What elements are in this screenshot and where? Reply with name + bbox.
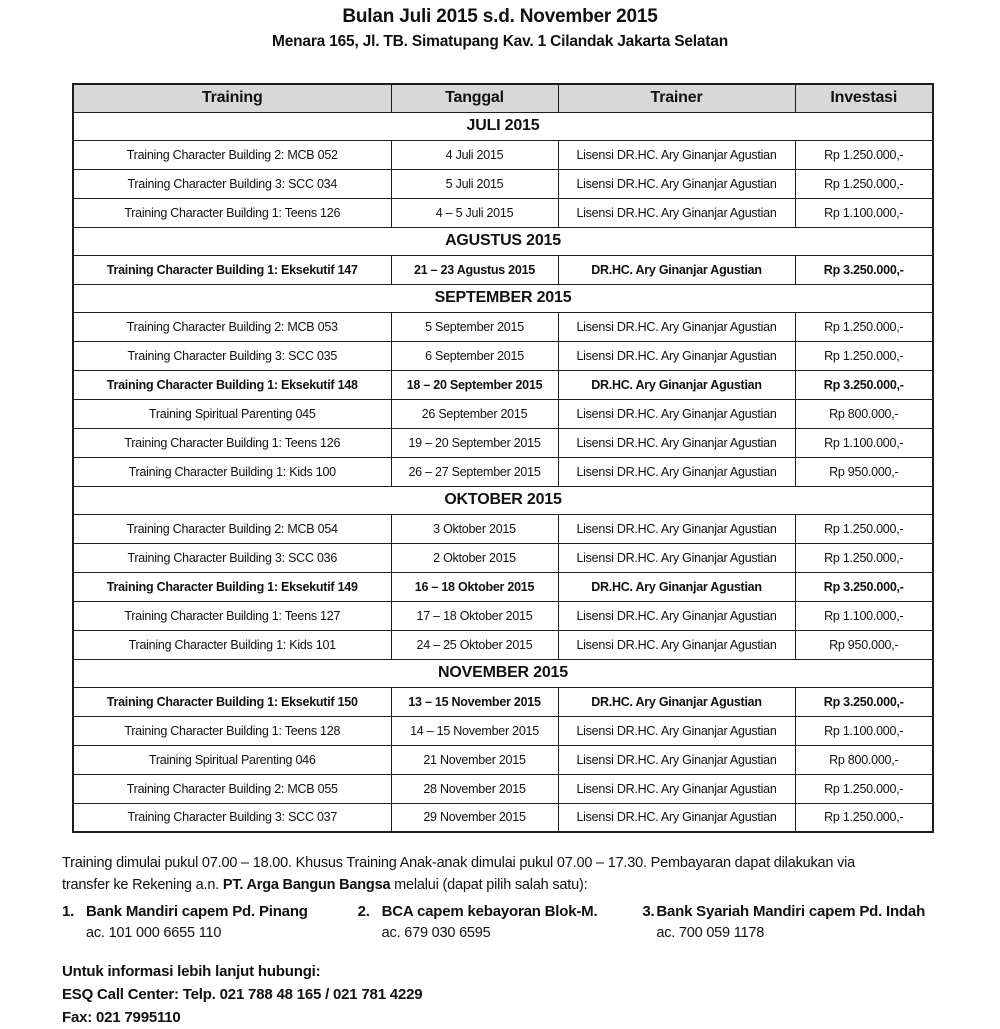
bank-name: Bank Syariah Mandiri capem Pd. Indah (656, 903, 926, 920)
trainer-cell: Lisensi DR.HC. Ary Ginanjar Agustian (558, 198, 795, 227)
investasi-cell: Rp 1.250.000,- (795, 169, 933, 198)
col-header-training: Training (73, 84, 391, 112)
training-cell: Training Character Building 1: Eksekutif 150 (73, 687, 391, 716)
training-cell: Training Character Building 1: Teens 128 (73, 716, 391, 745)
trainer-cell: Lisensi DR.HC. Ary Ginanjar Agustian (558, 514, 795, 543)
investasi-cell: Rp 3.250.000,- (795, 255, 933, 284)
tanggal-cell: 16 – 18 Oktober 2015 (391, 572, 558, 601)
tanggal-cell: 26 September 2015 (391, 399, 558, 428)
training-cell: Training Character Building 1: Teens 127 (73, 601, 391, 630)
training-row (73, 428, 933, 457)
contact-heading: Untuk informasi lebih lanjut hubungi: (62, 963, 321, 980)
tanggal-cell: 2 Oktober 2015 (391, 543, 558, 572)
month-header-row (73, 486, 933, 514)
investasi-cell: Rp 1.100.000,- (795, 716, 933, 745)
payment-note-line2-post: melalui (dapat pilih salah satu): (390, 877, 588, 893)
training-row (73, 255, 933, 284)
training-row (73, 572, 933, 601)
tanggal-cell: 19 – 20 September 2015 (391, 428, 558, 457)
tanggal-cell: 21 November 2015 (391, 745, 558, 774)
trainer-cell: Lisensi DR.HC. Ary Ginanjar Agustian (558, 312, 795, 341)
training-cell: Training Character Building 1: Kids 100 (73, 457, 391, 486)
tanggal-cell: 4 Juli 2015 (391, 140, 558, 169)
investasi-cell: Rp 1.250.000,- (795, 514, 933, 543)
trainer-cell: Lisensi DR.HC. Ary Ginanjar Agustian (558, 169, 795, 198)
tanggal-cell: 26 – 27 September 2015 (391, 457, 558, 486)
bank-number: 3. (642, 903, 655, 920)
investasi-cell: Rp 3.250.000,- (795, 687, 933, 716)
training-cell: Training Character Building 3: SCC 037 (73, 803, 391, 832)
training-row (73, 745, 933, 774)
trainer-cell: DR.HC. Ary Ginanjar Agustian (558, 255, 795, 284)
month-header-row (73, 227, 933, 255)
trainer-cell: DR.HC. Ary Ginanjar Agustian (558, 572, 795, 601)
training-row (73, 543, 933, 572)
training-row (73, 140, 933, 169)
tanggal-cell: 14 – 15 November 2015 (391, 716, 558, 745)
investasi-cell: Rp 1.250.000,- (795, 803, 933, 832)
training-cell: Training Character Building 1: Teens 126 (73, 198, 391, 227)
investasi-cell: Rp 1.100.000,- (795, 428, 933, 457)
bank-item-mandiri (62, 901, 358, 943)
training-cell: Training Character Building 2: MCB 053 (73, 312, 391, 341)
tanggal-cell: 24 – 25 Oktober 2015 (391, 630, 558, 659)
bank-name: BCA capem kebayoran Blok-M. (381, 903, 598, 920)
tanggal-cell: 6 September 2015 (391, 341, 558, 370)
col-header-tanggal: Tanggal (391, 84, 558, 112)
training-row (73, 687, 933, 716)
investasi-cell: Rp 3.250.000,- (795, 370, 933, 399)
col-header-trainer: Trainer (558, 84, 795, 112)
training-row (73, 716, 933, 745)
trainer-cell: Lisensi DR.HC. Ary Ginanjar Agustian (558, 601, 795, 630)
training-cell: Training Character Building 1: Teens 126 (73, 428, 391, 457)
training-row (73, 370, 933, 399)
page-title: Bulan Juli 2015 s.d. November 2015 (342, 6, 658, 27)
bank-account-number: ac. 101 000 6655 110 (86, 925, 222, 941)
investasi-cell: Rp 1.100.000,- (795, 198, 933, 227)
investasi-cell: Rp 1.250.000,- (795, 543, 933, 572)
training-cell: Training Character Building 2: MCB 055 (73, 774, 391, 803)
tanggal-cell: 3 Oktober 2015 (391, 514, 558, 543)
training-row (73, 341, 933, 370)
trainer-cell: Lisensi DR.HC. Ary Ginanjar Agustian (558, 716, 795, 745)
company-name: PT. Arga Bangun Bangsa (222, 877, 391, 893)
bank-item-syariah-mandiri (642, 901, 942, 943)
bank-number: 1. (62, 903, 75, 920)
month-label: JULI 2015 (73, 112, 933, 140)
tanggal-cell: 21 – 23 Agustus 2015 (391, 255, 558, 284)
trainer-cell: Lisensi DR.HC. Ary Ginanjar Agustian (558, 140, 795, 169)
trainer-cell: DR.HC. Ary Ginanjar Agustian (558, 687, 795, 716)
investasi-cell: Rp 1.250.000,- (795, 140, 933, 169)
trainer-cell: DR.HC. Ary Ginanjar Agustian (558, 370, 795, 399)
month-label: NOVEMBER 2015 (73, 659, 933, 687)
training-cell: Training Character Building 1: Eksekutif 148 (73, 370, 391, 399)
tanggal-cell: 13 – 15 November 2015 (391, 687, 558, 716)
month-header-row (73, 284, 933, 312)
training-cell: Training Spiritual Parenting 046 (73, 745, 391, 774)
contact-phone: ESQ Call Center: Telp. 021 788 48 165 / 021 781 4229 (62, 986, 423, 1003)
month-label: AGUSTUS 2015 (73, 227, 933, 255)
month-header-row (73, 112, 933, 140)
investasi-cell: Rp 1.100.000,- (795, 601, 933, 630)
training-row (73, 169, 933, 198)
payment-note-line2-pre: transfer ke Rekening a.n. (62, 877, 223, 893)
investasi-cell: Rp 950.000,- (795, 630, 933, 659)
month-header-row (73, 659, 933, 687)
training-cell: Training Character Building 1: Kids 101 (73, 630, 391, 659)
contact-fax: Fax: 021 7995110 (62, 1009, 181, 1026)
training-cell: Training Character Building 3: SCC 034 (73, 169, 391, 198)
training-row (73, 601, 933, 630)
training-cell: Training Character Building 2: MCB 052 (73, 140, 391, 169)
tanggal-cell: 29 November 2015 (391, 803, 558, 832)
page-subtitle: Menara 165, Jl. TB. Simatupang Kav. 1 Cilandak Jakarta Selatan (272, 33, 728, 50)
investasi-cell: Rp 3.250.000,- (795, 572, 933, 601)
trainer-cell: Lisensi DR.HC. Ary Ginanjar Agustian (558, 745, 795, 774)
investasi-cell: Rp 1.250.000,- (795, 312, 933, 341)
bank-account-number: ac. 700 059 1178 (656, 925, 765, 941)
training-row (73, 198, 933, 227)
investasi-cell: Rp 1.250.000,- (795, 774, 933, 803)
training-schedule-table (72, 83, 934, 833)
trainer-cell: Lisensi DR.HC. Ary Ginanjar Agustian (558, 543, 795, 572)
training-row (73, 312, 933, 341)
investasi-cell: Rp 1.250.000,- (795, 341, 933, 370)
document-header (0, 0, 1000, 53)
training-cell: Training Character Building 1: Eksekutif 149 (73, 572, 391, 601)
training-row (73, 399, 933, 428)
tanggal-cell: 28 November 2015 (391, 774, 558, 803)
trainer-cell: Lisensi DR.HC. Ary Ginanjar Agustian (558, 457, 795, 486)
trainer-cell: Lisensi DR.HC. Ary Ginanjar Agustian (558, 803, 795, 832)
tanggal-cell: 18 – 20 September 2015 (391, 370, 558, 399)
trainer-cell: Lisensi DR.HC. Ary Ginanjar Agustian (558, 399, 795, 428)
month-label: OKTOBER 2015 (73, 486, 933, 514)
training-row (73, 774, 933, 803)
table-header-row (73, 84, 933, 112)
payment-note-section (62, 852, 942, 943)
col-header-investasi: Investasi (795, 84, 933, 112)
payment-note-line1: Training dimulai pukul 07.00 – 18.00. Khusus Training Anak-anak dimulai pukul 07.00 – 17.30. Pembayaran dapat dilakukan via (62, 855, 856, 871)
bank-name: Bank Mandiri capem Pd. Pinang (86, 903, 308, 920)
month-label: SEPTEMBER 2015 (73, 284, 933, 312)
tanggal-cell: 4 – 5 Juli 2015 (391, 198, 558, 227)
training-row (73, 514, 933, 543)
training-row (73, 457, 933, 486)
bank-number: 2. (357, 903, 370, 920)
bank-list (62, 901, 942, 943)
training-row (73, 630, 933, 659)
tanggal-cell: 5 Juli 2015 (391, 169, 558, 198)
investasi-cell: Rp 950.000,- (795, 457, 933, 486)
trainer-cell: Lisensi DR.HC. Ary Ginanjar Agustian (558, 630, 795, 659)
investasi-cell: Rp 800.000,- (795, 745, 933, 774)
investasi-cell: Rp 800.000,- (795, 399, 933, 428)
training-cell: Training Character Building 1: Eksekutif 147 (73, 255, 391, 284)
payment-note (62, 852, 942, 896)
training-row (73, 803, 933, 832)
tanggal-cell: 5 September 2015 (391, 312, 558, 341)
bank-item-bca (358, 901, 643, 943)
training-cell: Training Character Building 3: SCC 036 (73, 543, 391, 572)
training-cell: Training Spiritual Parenting 045 (73, 399, 391, 428)
training-cell: Training Character Building 2: MCB 054 (73, 514, 391, 543)
trainer-cell: Lisensi DR.HC. Ary Ginanjar Agustian (558, 774, 795, 803)
training-cell: Training Character Building 3: SCC 035 (73, 341, 391, 370)
trainer-cell: Lisensi DR.HC. Ary Ginanjar Agustian (558, 341, 795, 370)
trainer-cell: Lisensi DR.HC. Ary Ginanjar Agustian (558, 428, 795, 457)
tanggal-cell: 17 – 18 Oktober 2015 (391, 601, 558, 630)
bank-account-number: ac. 679 030 6595 (381, 925, 491, 941)
contact-info-section (62, 960, 942, 1029)
